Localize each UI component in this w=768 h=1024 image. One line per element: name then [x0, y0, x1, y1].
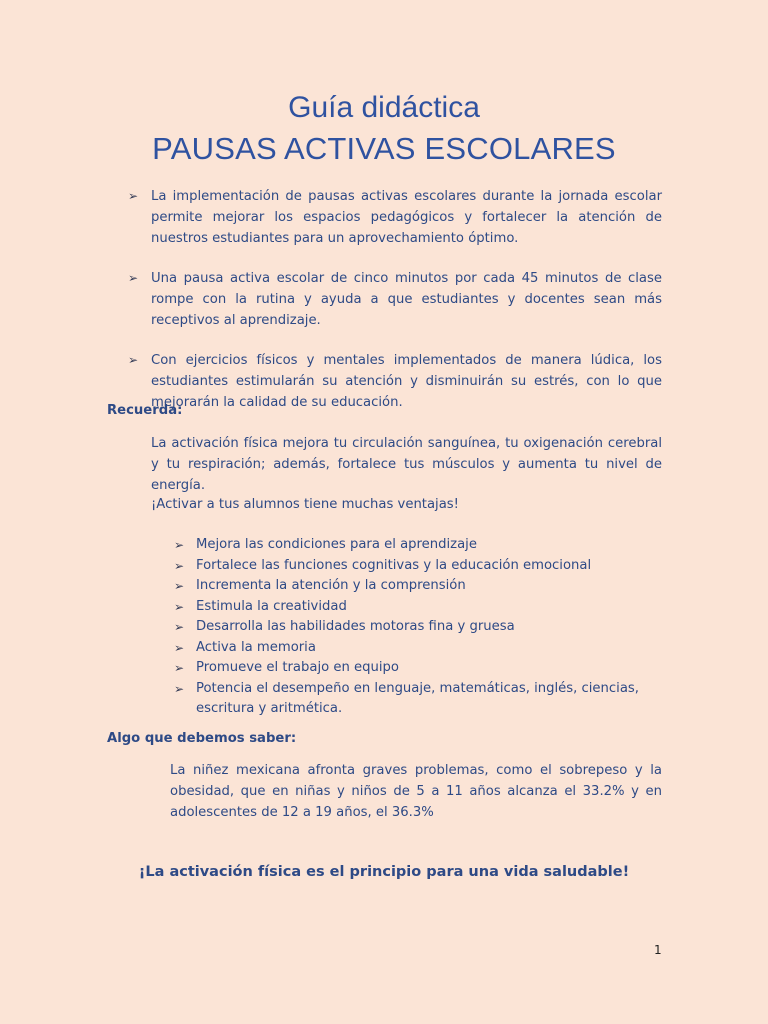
closing-statement: ¡La activación física es el principio para una vida saludable!: [138, 864, 630, 880]
list-item: [174, 617, 664, 638]
arrow-bullet-icon: ➢: [174, 599, 185, 614]
list-item-text: Potencia el desempeño en lenguaje, matemáticas, inglés, ciencias, escritura y aritmética.: [196, 680, 639, 716]
arrow-bullet-icon: ➢: [174, 640, 185, 655]
list-item-text: Desarrolla las habilidades motoras fina y gruesa: [196, 619, 515, 634]
benefits-intro: ¡Activar a tus alumnos tiene muchas ventajas!: [151, 497, 459, 512]
list-item: [174, 638, 664, 659]
arrow-bullet-icon: ➢: [128, 271, 139, 285]
list-item-text: Mejora las condiciones para el aprendizaje: [196, 537, 477, 552]
page-number: 1: [654, 943, 662, 957]
page-subtitle: PAUSAS ACTIVAS ESCOLARES: [152, 131, 616, 166]
list-item-text: Una pausa activa escolar de cinco minutos por cada 45 minutos de clase rompe con la rutina y ayuda a que estudiantes y docentes sean más receptivos al aprendizaje.: [151, 271, 662, 328]
arrow-bullet-icon: ➢: [128, 353, 139, 367]
list-item: [128, 268, 662, 331]
arrow-bullet-icon: ➢: [174, 558, 185, 573]
main-bullet-list: [128, 186, 662, 432]
arrow-bullet-icon: ➢: [174, 620, 185, 634]
list-item: [174, 535, 664, 556]
arrow-bullet-icon: ➢: [128, 189, 139, 203]
list-item-text: Fortalece las funciones cognitivas y la educación emocional: [196, 557, 592, 573]
list-item-text: Con ejercicios físicos y mentales implementados de manera lúdica, los estudiantes estimularán su atención y disminuirán su estrés, con lo que mejorarán la calidad de su educación.: [151, 353, 662, 410]
list-item: [174, 658, 664, 679]
arrow-bullet-icon: ➢: [174, 538, 185, 552]
list-item-text: Promueve el trabajo en equipo: [196, 660, 399, 675]
list-item: [128, 186, 662, 249]
list-item: [128, 350, 662, 413]
recuerda-paragraph: La activación física mejora tu circulación sanguínea, tu oxigenación cerebral y tu respiración; además, fortalece tus músculos y aumenta tu nivel de energía.: [151, 436, 662, 493]
algo-paragraph: La niñez mexicana afronta graves problemas, como el sobrepeso y la obesidad, que en niñas y niños de 5 a 11 años alcanza el 33.2% y en adolescentes de 12 a 19 años, el 36.3%: [170, 763, 662, 820]
list-item-text: Incrementa la atención y la comprensión: [196, 578, 466, 593]
list-item: [174, 556, 664, 577]
arrow-bullet-icon: ➢: [174, 661, 185, 675]
list-item: [174, 679, 664, 720]
list-item-text: Estimula la creatividad: [196, 598, 347, 614]
list-item: [174, 576, 664, 597]
arrow-bullet-icon: ➢: [174, 579, 185, 593]
recuerda-heading: Recuerda:: [107, 403, 183, 418]
list-item-text: La implementación de pausas activas escolares durante la jornada escolar permite mejorar los espacios pedagógicos y fortalecer la atención de nuestros estudiantes para un aprovechamiento óptimo.: [151, 189, 662, 246]
arrow-bullet-icon: ➢: [174, 681, 185, 696]
list-item-text: Activa la memoria: [196, 639, 316, 655]
benefits-list: [174, 535, 664, 720]
algo-heading: Algo que debemos saber:: [107, 731, 297, 746]
page-title: Guía didáctica: [288, 91, 480, 124]
list-item: [174, 597, 664, 618]
